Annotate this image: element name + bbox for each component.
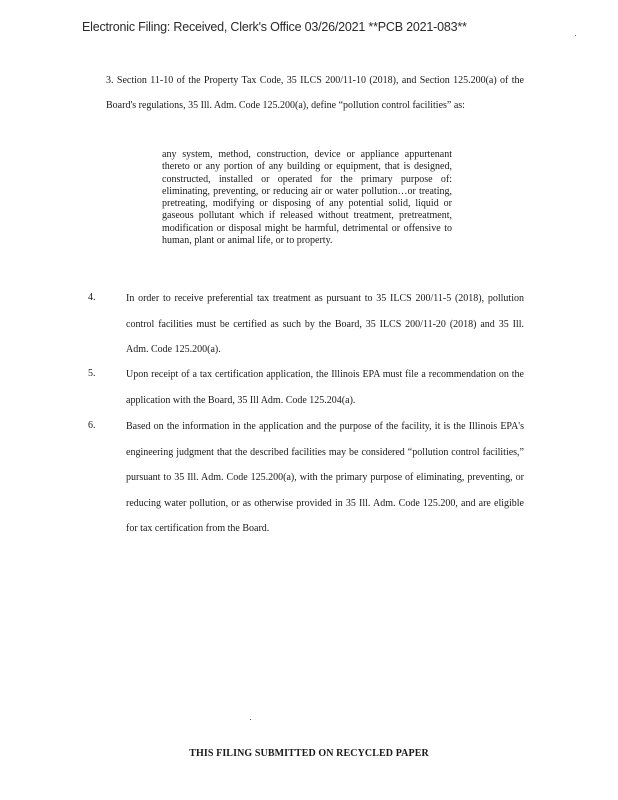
item-text: In order to receive preferential tax treatment as pursuant to 35 ILCS 200/11-5 (2018), pollution control facilities must be certified as such by the Board, 35 ILCS 200/11-20 (2018) and 35 Ill. Adm. Code 125.200(a). <box>126 293 524 355</box>
item-text: Upon receipt of a tax certification application, the Illinois EPA must file a recommendation on the application with the Board, 35 Ill Adm. Code 125.204(a). <box>126 369 524 406</box>
scan-speck <box>575 35 576 36</box>
recycled-paper-footer: THIS FILING SUBMITTED ON RECYCLED PAPER <box>189 748 429 759</box>
item-number: 5. <box>88 368 96 379</box>
definition-block-quote: any system, method, construction, device or appliance appurtenant thereto or any portion of any building or equipment, that is designed, constructed, installed or operated for the primary purpose of: eliminating, preventing, or reducing air or water pollution…or treating, pretreating, modifying or disposing of any potential solid, liquid or gaseous pollutant which if released without treatment, pretreatment, modification or disposal might be harmful, detrimental or offensive to human, plant or animal life, or to property. <box>162 149 452 247</box>
paragraph-3-intro: 3. Section 11-10 of the Property Tax Code, 35 ILCS 200/11-10 (2018), and Section 125.200(a) of the Board's regulations, 35 Ill. Adm. Code 125.200(a), define “pollution control facilities” as: <box>106 75 524 111</box>
item-text: Based on the information in the application and the purpose of the facility, it is the Illinois EPA's engineering judgment that the described facilities may be considered “pollution control facilities,” pursuant to 35 Ill. Adm. Code 125.200(a), with the primary purpose of eliminating, preventing, or reducing water pollution, or as otherwise provided in 35 Ill. Adm. Code 125.200, and are eligible for tax certification from the Board. <box>126 421 524 534</box>
scan-speck <box>250 719 251 720</box>
item-number: 4. <box>88 292 96 303</box>
filing-header-stamp: Electronic Filing: Received, Clerk's Office 03/26/2021 **PCB 2021-083** <box>82 20 467 34</box>
item-number: 6. <box>88 420 96 431</box>
